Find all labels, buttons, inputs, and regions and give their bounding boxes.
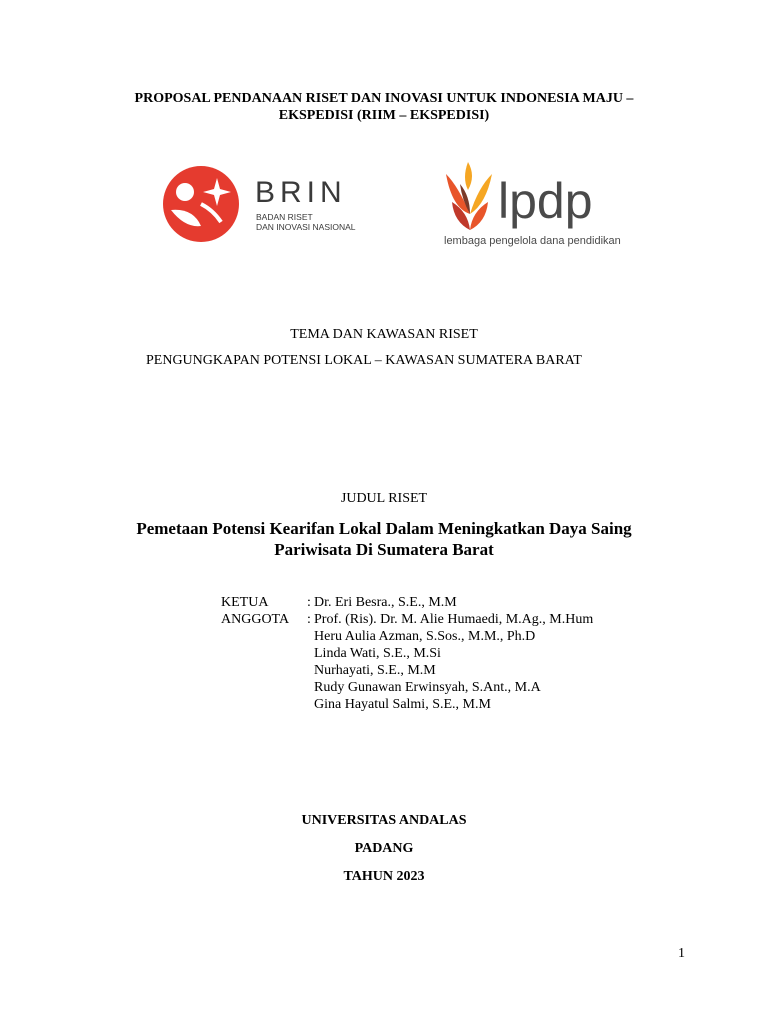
leader-label: KETUA [221,595,269,610]
member-name: Heru Aulia Azman, S.Sos., M.M., Ph.D [314,629,536,644]
brin-emblem-icon [163,166,239,242]
team-list [221,594,593,713]
brin-subtitle-line-1: BADAN RISET [256,212,313,222]
theme-label: TEMA DAN KAWASAN RISET [290,327,478,342]
city-name: PADANG [354,841,414,856]
member-name: Linda Wati, S.E., M.Si [314,646,441,661]
document-title [110,90,658,124]
leader-row [221,594,593,611]
lpdp-tagline: lembaga pengelola dana pendidikan [444,235,621,247]
logo-row [0,160,768,260]
brin-subtitle-line-2: DAN INOVASI NASIONAL [256,222,356,232]
research-title-label: JUDUL RISET [340,491,428,506]
lpdp-logo [440,160,630,252]
title-line-2: EKSPEDISI (RIIM – EKSPEDISI) [278,108,490,123]
research-title-line-2: Pariwisata Di Sumatera Barat [274,540,494,559]
title-line-1: PROPOSAL PENDANAAN RISET DAN INOVASI UNTUK INDONESIA MAJU – [134,91,634,106]
brin-logo [163,164,373,244]
lpdp-flame-icon [446,162,492,230]
member-name: Prof. (Ris). Dr. M. Alie Humaedi, M.Ag., M.Hum [314,612,594,627]
brin-wordmark: BRIN [255,176,347,209]
research-title [0,518,768,560]
research-title-line-1: Pemetaan Potensi Kearifan Lokal Dalam Meningkatkan Daya Saing [136,519,632,538]
member-name: Rudy Gunawan Erwinsyah, S.Ant., M.A [314,680,541,695]
theme-value: PENGUNGKAPAN POTENSI LOKAL – KAWASAN SUMATERA BARAT [146,353,582,368]
page-number: 1 [678,946,685,961]
leader-name: Dr. Eri Besra., S.E., M.M [314,595,457,610]
year-label: TAHUN 2023 [343,869,425,884]
members-label: ANGGOTA [221,612,290,627]
members-colon: : [307,612,311,627]
university-name: UNIVERSITAS ANDALAS [301,813,467,828]
leader-colon: : [307,595,311,610]
members-row [221,611,593,713]
lpdp-wordmark: lpdp [498,173,593,229]
member-name: Nurhayati, S.E., M.M [314,663,436,678]
member-name: Gina Hayatul Salmi, S.E., M.M [314,697,491,712]
